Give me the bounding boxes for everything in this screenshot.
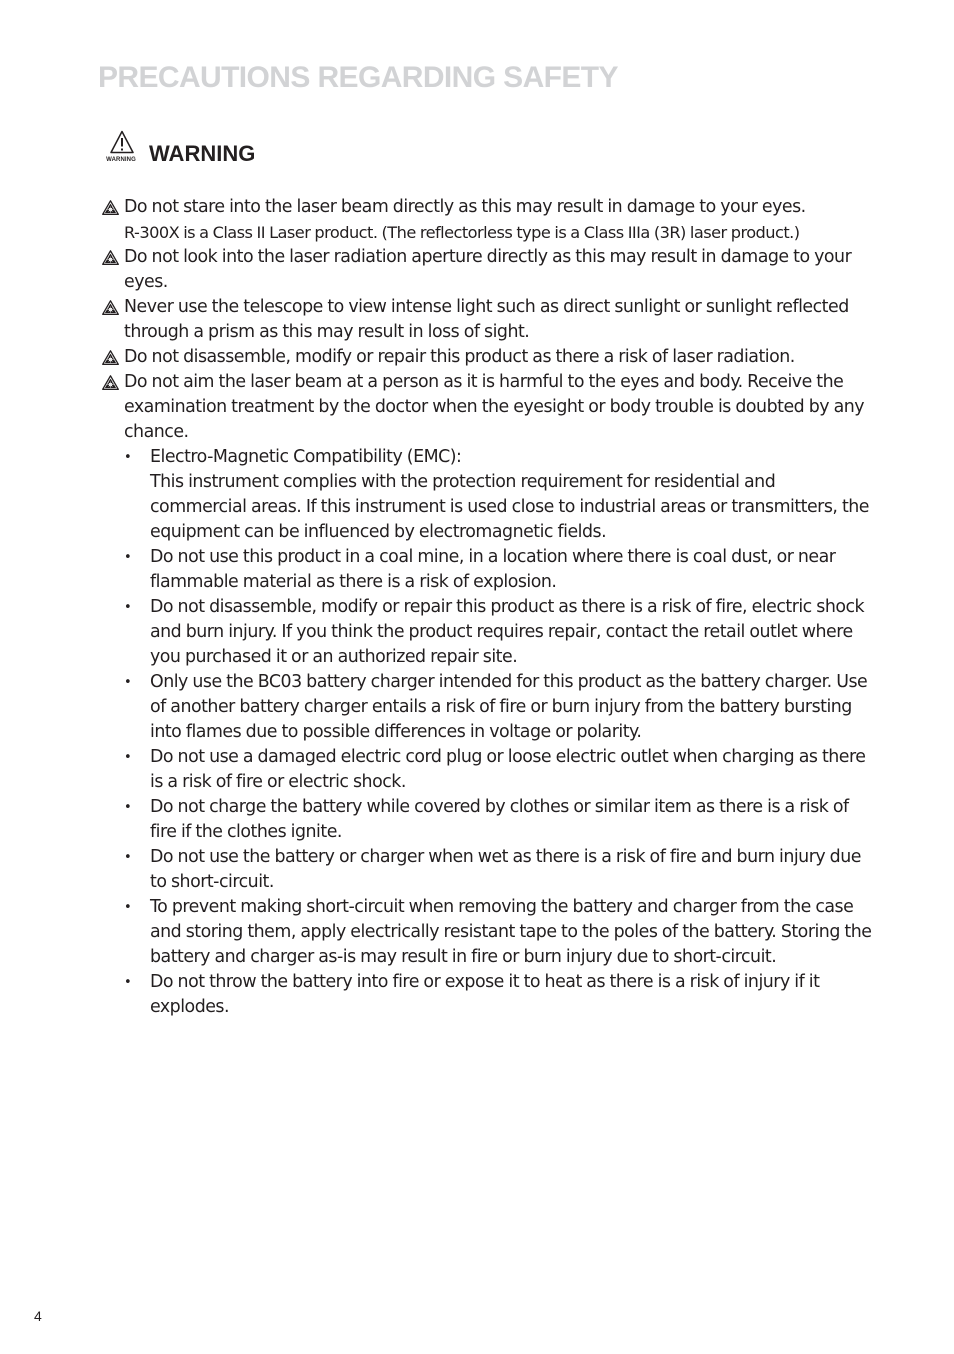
warning-bullet-text: Only use the BC03 battery charger intended for this product as the battery charger. Use of another battery charger entails a risk of fire or burn injury from the battery bursting into flames due to possible differences in voltage or polarity. [150,672,868,742]
bullet-dot-icon: • [124,850,132,865]
laser-class-note: R-300X is a Class II Laser product. (The reflectorless type is a Class IIIa (3R) laser product.) [124,223,800,242]
warning-bullet-item [102,795,872,845]
warning-bullet-item [102,745,872,795]
warning-bullet-text: Do not throw the battery into fire or expose it to heat as there is a risk of injury if it explodes. [150,972,820,1017]
warning-content [102,195,872,1020]
laser-radiation-icon [102,250,119,265]
laser-warning-text: Do not disassemble, modify or repair this product as there a risk of laser radiation. [124,347,795,367]
laser-warning-item [102,370,872,445]
warning-bullet-text: Electro-Magnetic Compatibility (EMC): [150,447,462,467]
bullet-dot-icon: • [124,975,132,990]
general-warning-list [102,445,872,1020]
laser-warning-list [102,195,872,445]
warning-bullet-text: Do not use this product in a coal mine, in a location where there is coal dust, or near flammable material as there is a risk of explosion. [150,547,836,592]
laser-warning-text: Do not look into the laser radiation aperture directly as this may result in damage to your eyes. [124,247,852,292]
warning-bullet-item [102,970,872,1020]
laser-warning-item [102,195,872,245]
laser-warning-item [102,295,872,345]
warning-bullet-item [102,595,872,670]
laser-warning-text: Do not stare into the laser beam directly as this may result in damage to your eyes. [124,197,806,217]
laser-warning-text: Do not aim the laser beam at a person as it is harmful to the eyes and body. Receive the examination treatment by the doctor when the eyesight or body trouble is doubted by any chance. [124,372,865,442]
warning-bullet-text: Do not charge the battery while covered by clothes or similar item as there is a risk of fire if the clothes ignite. [150,797,849,842]
bullet-dot-icon: • [124,450,132,465]
warning-bullet-item [102,895,872,970]
exclamation-triangle-icon [110,130,134,154]
bullet-dot-icon: • [124,900,132,915]
laser-radiation-icon [102,300,119,315]
laser-radiation-icon [102,200,119,215]
laser-warning-item [102,245,872,295]
laser-warning-text: Never use the telescope to view intense light such as direct sunlight or sunlight reflected through a prism as this may result in loss of sight. [124,297,849,342]
warning-bullet-text: Do not disassemble, modify or repair this product as there is a risk of fire, electric shock and burn injury. If you think the product requires repair, contact the retail outlet where you purchased it or an authorized repair site. [150,597,865,667]
warning-bullet-text: Do not use the battery or charger when wet as there is a risk of fire and burn injury due to short-circuit. [150,847,861,892]
warning-title: WARNING [149,141,256,166]
warning-bullet-item [102,545,872,595]
page-number: 4 [34,1308,42,1324]
bullet-dot-icon: • [124,800,132,815]
warning-bullet-item [102,670,872,745]
warning-bullet-item [102,445,872,545]
warning-bullet-text: To prevent making short-circuit when removing the battery and charger from the case and storing them, apply electrically resistant tape to the poles of the battery. Storing the battery and charger as-is may result in fire or burn injury due to short-circuit. [150,897,872,967]
warning-bullet-text: Do not use a damaged electric cord plug or loose electric outlet when charging as there is a risk of fire or electric shock. [150,747,866,792]
warning-bullet-detail: This instrument complies with the protection requirement for residential and commercial areas. If this instrument is used close to industrial areas or transmitters, the equipment can be influenced by electromagnetic fields. [150,472,869,542]
bullet-dot-icon: • [124,550,132,565]
bullet-dot-icon: • [124,600,132,615]
bullet-dot-icon: • [124,675,132,690]
laser-radiation-icon [102,350,119,365]
warning-bullet-item [102,845,872,895]
bullet-dot-icon: • [124,750,132,765]
laser-warning-item [102,345,872,370]
laser-radiation-icon [102,375,119,390]
warning-symbol-label: WARNING [106,157,136,163]
page-title: PRECAUTIONS REGARDING SAFETY [98,61,618,94]
warning-symbol [102,130,140,170]
